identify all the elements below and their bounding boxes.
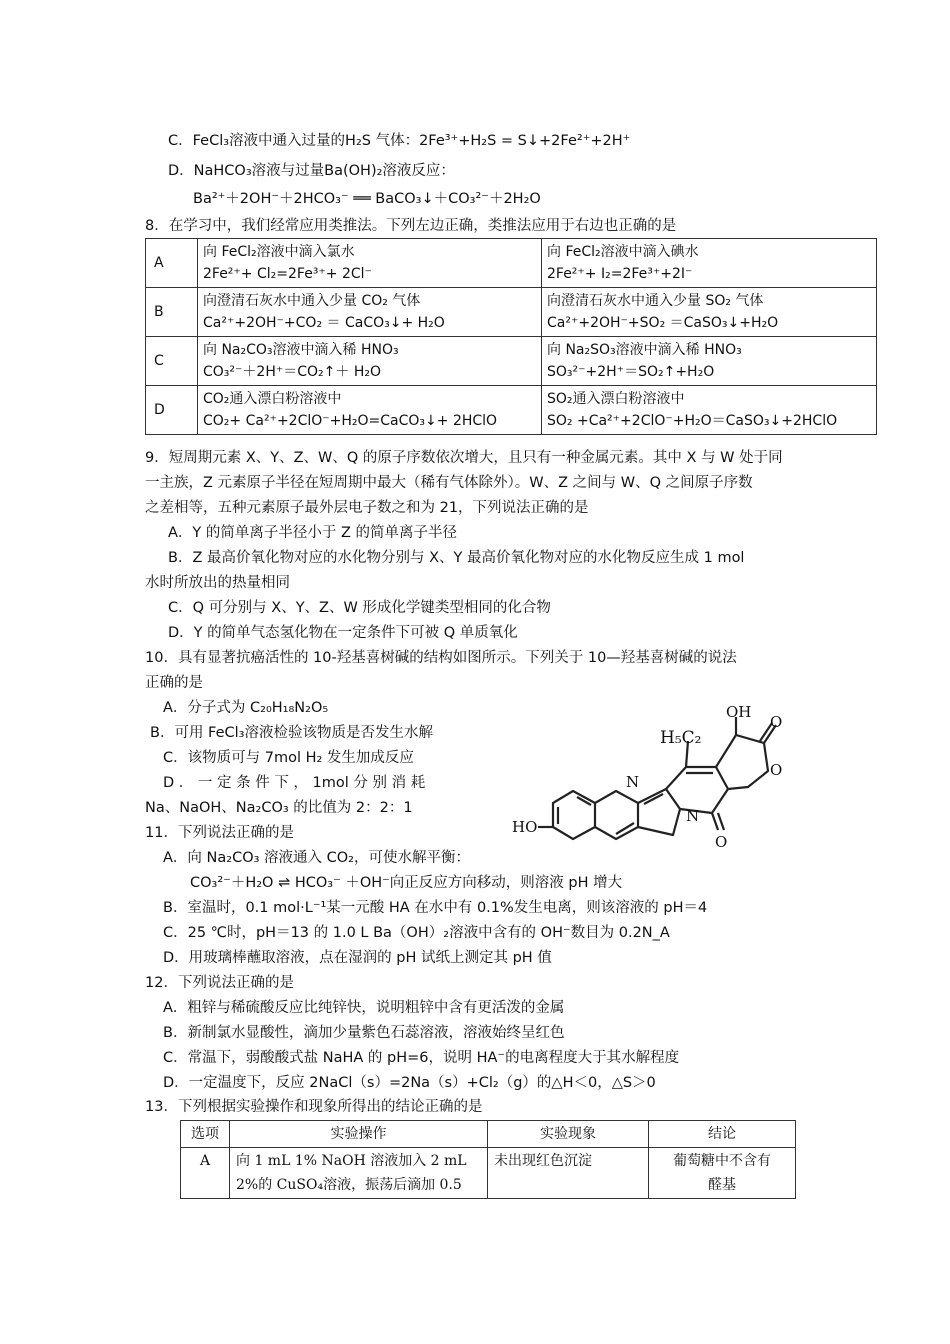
q12-option-a: A．粗锌与稀硫酸反应比纯锌快，说明粗锌中含有更活泼的金属 [163, 1000, 565, 1016]
struct-label-lactone-carbonyl-o: O [770, 713, 783, 731]
q11-option-d: D．用玻璃棒蘸取溶液，点在湿润的 pH 试纸上测定其 pH 值 [163, 950, 552, 966]
q8-option-label: B [146, 288, 198, 337]
cell-line: CO₂通入漂白粉溶液中 [203, 391, 342, 407]
cell-line: 2Fe²⁺+ I₂=2Fe³⁺+2I⁻ [547, 266, 693, 282]
q9-option-a: A．Y 的简单离子半径小于 Z 的简单离子半径 [168, 525, 458, 541]
q8-stem: 8．在学习中，我们经常应用类推法。下列左边正确，类推法应用于右边也正确的是 [145, 218, 677, 234]
q8-left-cell [198, 288, 542, 337]
cell-line: Ca²⁺+2OH⁻+SO₂ ＝CaSO₃↓+H₂O [547, 315, 779, 331]
struct-label-pyridone-o: O [715, 833, 728, 851]
q8-right-cell [542, 337, 877, 386]
cell-line: Ca²⁺+2OH⁻+CO₂ ＝ CaCO₃↓+ H₂O [203, 315, 445, 331]
cell-line: 向澄清石灰水中通入少量 SO₂ 气体 [547, 293, 764, 309]
cell-line: 向 FeCl₂溶液中滴入碘水 [547, 244, 699, 260]
q10-stem-line1: 10．具有显著抗癌活性的 10-羟基喜树碱的结构如图所示。下列关于 10—羟基喜树碱的说法 [145, 650, 737, 666]
q8-right-cell [542, 288, 877, 337]
q11-option-c: C．25 ℃时，pH＝13 的 1.0 L Ba（OH）₂溶液中含有的 OH⁻数目为 0.2N_A [163, 925, 670, 941]
q13-stem: 13．下列根据实验操作和现象所得出的结论正确的是 [145, 1099, 483, 1115]
q8-option-label: C [146, 337, 198, 386]
cell-line: SO₂ +Ca²⁺+2ClO⁻+H₂O＝CaSO₃↓+2HClO [547, 413, 838, 429]
q13-phenomenon-cell: 未出现红色沉淀 [488, 1148, 649, 1199]
q10-option-d-line1: D ． 一 定 条 件 下 ， 1mol 分 别 消 耗 [163, 775, 426, 791]
q10-option-a: A．分子式为 C₂₀H₁₈N₂O₅ [163, 700, 329, 716]
cell-line: 向 FeCl₂溶液中滴入氯水 [203, 244, 355, 260]
cell-line: 葡萄糖中不含有 [673, 1153, 771, 1169]
table-row [146, 239, 877, 288]
q9-option-b-line1: B．Z 最高价氧化物对应的水化物分别与 X、Y 最高价氧化物对应的水化物反应生成 1 mol [168, 550, 745, 566]
q8-right-cell [542, 386, 877, 435]
header-option: 选项 [181, 1121, 230, 1148]
q13-operation-cell [230, 1148, 488, 1199]
q10-option-b: B．可用 FeCl₃溶液检验该物质是否发生水解 [150, 725, 433, 741]
q8-table [145, 238, 877, 435]
q12-option-d: D．一定温度下，反应 2NaCl（s）=2Na（s）+Cl₂（g）的△H＜0，△S＞0 [163, 1075, 656, 1091]
q8-option-label: A [146, 239, 198, 288]
struct-label-ho: HO [512, 818, 538, 836]
cell-line: 向澄清石灰水中通入少量 CO₂ 气体 [203, 293, 421, 309]
q8-left-cell [198, 386, 542, 435]
q8-left-cell [198, 239, 542, 288]
cell-line: 向 Na₂SO₃溶液中滴入稀 HNO₃ [547, 342, 742, 358]
q9-stem-line1: 9．短周期元素 X、Y、Z、W、Q 的原子序数依次增大，且只有一种金属元素。其中 X 与 W 处于同 [145, 450, 783, 466]
cell-line: CO₃²⁻＋2H⁺＝CO₂↑＋ H₂O [203, 364, 381, 380]
q10-option-c: C．该物质可与 7mol H₂ 发生加成反应 [163, 750, 414, 766]
q10-option-d-line2: Na、NaOH、Na₂CO₃ 的比值为 2：2：1 [145, 800, 413, 816]
struct-label-ring-o: O [770, 761, 783, 779]
table-header-row [181, 1121, 796, 1148]
q12-option-c: C．常温下，弱酸酸式盐 NaHA 的 pH=6，说明 HA⁻的电离程度大于其水解程度 [163, 1050, 680, 1066]
cell-line: 向 1 mL 1% NaOH 溶液加入 2 mL [236, 1153, 467, 1169]
q9-option-c: C．Q 可分别与 X、Y、Z、W 形成化学键类型相同的化合物 [168, 600, 551, 616]
q9-option-d: D．Y 的简单气态氢化物在一定条件下可被 Q 单质氧化 [168, 625, 518, 641]
q9-stem-line3: 之差相等，五种元素原子最外层电子数之和为 21，下列说法正确的是 [145, 500, 589, 516]
struct-label-n2: N [686, 807, 700, 825]
q13-option-label: A [181, 1148, 230, 1199]
q11-stem: 11．下列说法正确的是 [145, 825, 294, 841]
cell-line: 醛基 [708, 1177, 736, 1193]
header-conclusion: 结论 [649, 1121, 796, 1148]
q13-table [180, 1120, 796, 1199]
table-row [146, 288, 877, 337]
q7-option-c: C．FeCl₃溶液中通入过量的H₂S 气体：2Fe³⁺+H₂S = S↓+2Fe²⁺+2H⁺ [168, 133, 631, 149]
q8-right-cell [542, 239, 877, 288]
q9-stem-line2: 一主族，Z 元素原子半径在短周期中最大（稀有气体除外）。W、Z 之间与 W、Q 之间原子序数 [145, 475, 753, 491]
q7-option-d: D．NaHCO₃溶液与过量Ba(OH)₂溶液反应： [168, 163, 455, 179]
hydroxycamptothecin-structure [508, 695, 808, 855]
table-row [146, 337, 877, 386]
cell-line: 向 Na₂CO₃溶液中滴入稀 HNO₃ [203, 342, 399, 358]
q10-stem-line2: 正确的是 [145, 675, 203, 691]
header-operation: 实验操作 [230, 1121, 488, 1148]
cell-line: 2%的 CuSO₄溶液，振荡后滴加 0.5 [236, 1177, 462, 1193]
table-row [181, 1148, 796, 1199]
struct-label-ethyl: H₅C₂ [660, 728, 702, 748]
q8-option-label: D [146, 386, 198, 435]
cell-line: SO₂通入漂白粉溶液中 [547, 391, 685, 407]
q12-option-b: B．新制氯水显酸性，滴加少量紫色石蕊溶液，溶液始终呈红色 [163, 1025, 565, 1041]
q11-option-b: B．室温时，0.1 mol·L⁻¹某一元酸 HA 在水中有 0.1%发生电离，则该溶液的 pH＝4 [163, 900, 708, 916]
q9-option-b-line2: 水时所放出的热量相同 [145, 575, 290, 591]
cell-line: CO₂+ Ca²⁺+2ClO⁻+H₂O=CaCO₃↓+ 2HClO [203, 413, 498, 429]
header-phenomenon: 实验现象 [488, 1121, 649, 1148]
q12-stem: 12．下列说法正确的是 [145, 975, 294, 991]
q8-left-cell [198, 337, 542, 386]
struct-label-n1: N [626, 773, 640, 791]
q7-option-d-equation: Ba²⁺＋2OH⁻＋2HCO₃⁻ ══ BaCO₃↓＋CO₃²⁻＋2H₂O [193, 191, 541, 207]
table-row [146, 386, 877, 435]
struct-label-oh: OH [726, 703, 752, 721]
cell-line: SO₃²⁻+2H⁺＝SO₂↑+H₂O [547, 364, 715, 380]
q11-option-a-line1: A．向 Na₂CO₃ 溶液通入 CO₂，可使水解平衡： [163, 850, 470, 866]
q13-conclusion-cell [649, 1148, 796, 1199]
cell-line: 2Fe²⁺+ Cl₂=2Fe³⁺+ 2Cl⁻ [203, 266, 372, 282]
q11-option-a-line2: CO₃²⁻＋H₂O ⇌ HCO₃⁻ ＋OH⁻向正反应方向移动，则溶液 pH 增大 [190, 875, 623, 891]
